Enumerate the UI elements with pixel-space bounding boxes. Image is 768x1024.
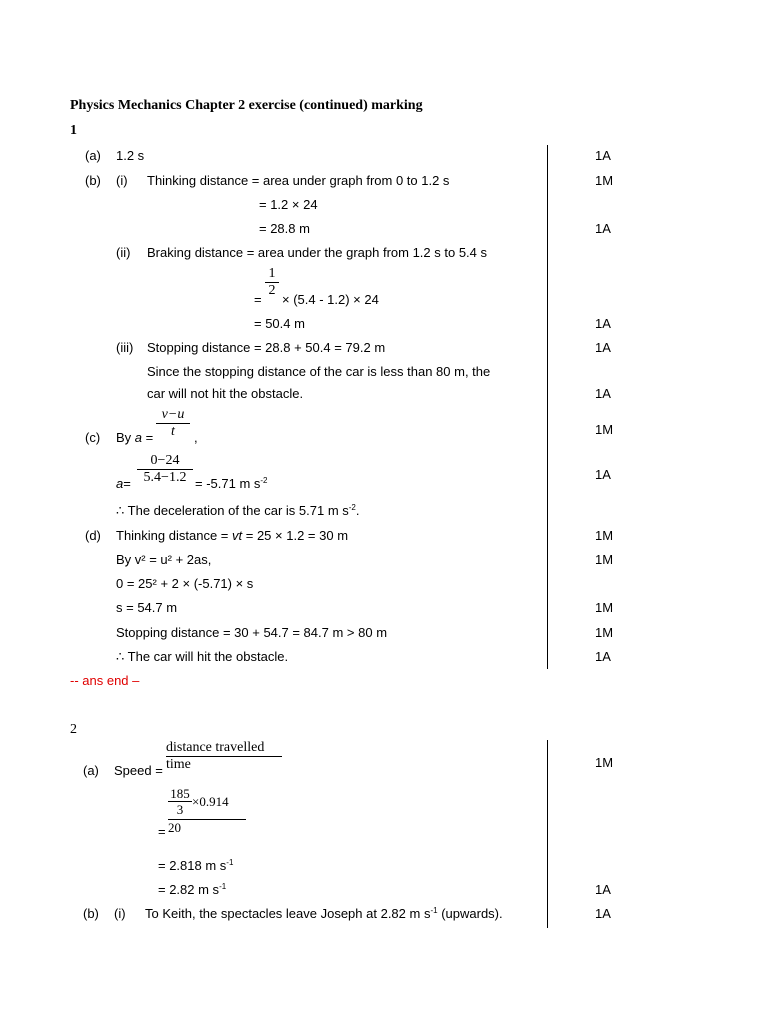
part-label: (a) [83, 763, 99, 778]
inner-numerator: 185 [170, 786, 190, 801]
fraction-numerator: distance travelled [166, 740, 265, 755]
mark-badge: 1M [595, 625, 614, 640]
equals-sign: = [254, 292, 262, 307]
fraction-v-u-over-t [156, 407, 190, 440]
subpart-label: (i) [116, 173, 128, 188]
fraction-half [265, 266, 279, 299]
answer-line [116, 476, 131, 491]
answer-line [116, 528, 348, 543]
equals-sign: = [145, 430, 154, 445]
mark-badge: 1M [595, 528, 614, 543]
mark-badge: 1A [595, 467, 611, 482]
marking-divider [547, 145, 548, 669]
answer-line: By v² = u² + 2as, [116, 552, 212, 567]
answer-line: = 28.8 m [259, 221, 310, 236]
part-label: (a) [85, 148, 101, 163]
answer-line: Stopping distance = 28.8 + 50.4 = 79.2 m [147, 340, 386, 355]
direction-text: (upwards). [441, 906, 503, 921]
part-label: (d) [85, 528, 101, 543]
equals-sign: = [158, 824, 166, 839]
fraction-denominator: 5.4−1.2 [143, 470, 187, 485]
fraction-denominator: t [171, 424, 175, 439]
variable-a: a [134, 430, 143, 445]
part-label: (b) [85, 173, 101, 188]
mark-badge: 1M [595, 552, 614, 567]
mark-badge: 1A [595, 882, 611, 897]
answer-text: To Keith, the spectacles leave Joseph at 2.82 m s [145, 906, 431, 921]
answer-line [158, 858, 233, 873]
subpart-label: (iii) [116, 340, 134, 355]
answer-line: Thinking distance = area under graph from 0 to 1.2 s [147, 173, 450, 188]
mark-badge: 1M [595, 755, 614, 770]
text-result: = 25 × 1.2 = 30 m [245, 528, 349, 543]
mark-badge: 1M [595, 422, 614, 437]
fraction-numerator: 0−24 [150, 453, 180, 468]
answer-line: = 1.2 × 24 [259, 197, 318, 212]
answer-line: 1.2 s [116, 148, 145, 163]
fraction-acceleration [137, 453, 193, 486]
answer-line: Braking distance = area under the graph from 1.2 s to 5.4 s [147, 245, 488, 260]
exponent: -1 [430, 906, 438, 915]
answer-line: ∴ The car will hit the obstacle. [116, 649, 289, 664]
equals-sign: = [123, 476, 131, 491]
subpart-label: (i) [114, 906, 126, 921]
fraction-speed [166, 740, 282, 773]
answer-line: car will not hit the obstacle. [147, 386, 304, 401]
answer-line: = 50.4 m [254, 316, 305, 331]
answer-line [116, 503, 360, 519]
text-thinking: Thinking distance = [116, 528, 229, 543]
comma: , [194, 430, 198, 445]
exponent: -1 [219, 882, 227, 891]
fraction-denominator: 2 [268, 283, 276, 298]
result-text: = 2.818 m s [158, 858, 227, 873]
mark-badge: 1A [595, 148, 611, 163]
inner-denominator: 3 [176, 802, 184, 817]
conclusion-text: ∴ The deceleration of the car is 5.71 m s [116, 503, 349, 518]
mark-badge: 1A [595, 386, 611, 401]
mark-badge: 1A [595, 649, 611, 664]
answer-line [116, 430, 153, 445]
fraction-numerator: v−u [161, 407, 185, 422]
fraction-numerator: 1 [268, 266, 276, 281]
question-number: 1 [70, 123, 77, 138]
multiplier: ×0.914 [192, 793, 229, 809]
marking-divider [547, 740, 548, 928]
mark-badge: 1A [595, 906, 611, 921]
answer-line [195, 476, 268, 491]
page-title: Physics Mechanics Chapter 2 exercise (continued) marking [70, 98, 423, 113]
answer-line [145, 906, 503, 921]
variable-a: a [116, 476, 124, 491]
answer-line: s = 54.7 m [116, 600, 178, 615]
fraction-numerator [168, 786, 246, 817]
text-by: By [116, 430, 132, 445]
result-text: = -5.71 m s [195, 476, 261, 491]
question-number: 2 [70, 722, 77, 737]
mark-badge: 1A [595, 340, 611, 355]
part-label: (b) [83, 906, 99, 921]
inner-fraction [168, 786, 192, 817]
fraction-compound [168, 786, 246, 836]
exponent: -1 [226, 858, 234, 867]
answer-line: Since the stopping distance of the car is less than 80 m, the [147, 364, 491, 379]
exponent: -2 [348, 503, 356, 512]
answer-line [158, 882, 226, 897]
period: . [355, 503, 360, 518]
answer-line: 0 = 25² + 2 × (-5.71) × s [116, 576, 254, 591]
answer-line: Stopping distance = 30 + 54.7 = 84.7 m > 80 m [116, 625, 388, 640]
answer-line: × (5.4 - 1.2) × 24 [282, 292, 379, 307]
part-label: (c) [85, 430, 101, 445]
variable-vt: vt [232, 528, 243, 543]
mark-badge: 1M [595, 600, 614, 615]
mark-badge: 1M [595, 173, 614, 188]
mark-badge: 1A [595, 221, 611, 236]
speed-label: Speed = [114, 763, 163, 778]
answer-end-marker: -- ans end – [70, 673, 140, 688]
fraction-denominator: 20 [168, 820, 181, 835]
exponent: -2 [260, 476, 268, 485]
mark-badge: 1A [595, 316, 611, 331]
subpart-label: (ii) [116, 245, 131, 260]
result-text: = 2.82 m s [158, 882, 220, 897]
fraction-denominator: time [166, 757, 191, 772]
